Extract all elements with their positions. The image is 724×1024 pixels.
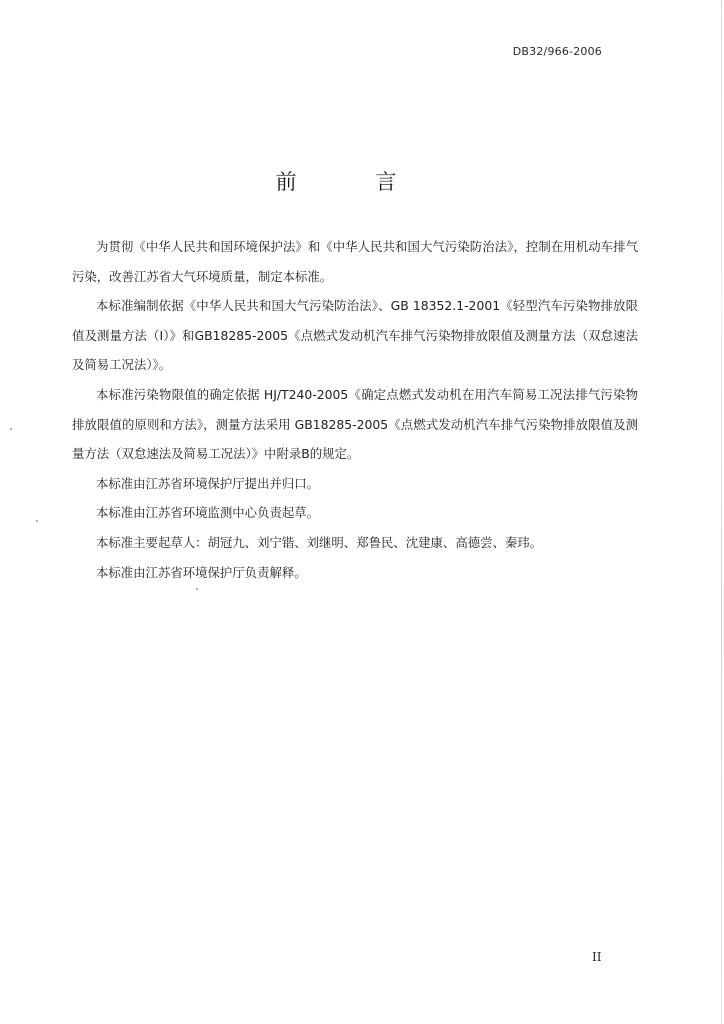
scan-speck	[10, 428, 12, 430]
paragraph-drafter: 本标准由江苏省环境监测中心负责起草。	[96, 505, 320, 521]
standard-code: DB32/966-2006	[512, 45, 602, 58]
paragraph-authors: 本标准主要起草人：胡冠九、刘宁锴、刘继明、郑鲁民、沈建康、高德尝、秦玮。	[96, 534, 543, 550]
foreword-body	[72, 232, 638, 587]
scan-edge	[721, 0, 722, 1024]
paragraph-proposer: 本标准由江苏省环境保护厅提出并归口。	[96, 475, 320, 491]
paragraph-interpretation: 本标准由江苏省环境保护厅负责解释。	[96, 564, 307, 580]
page-number: II	[592, 950, 602, 964]
paragraph-basis: 本标准编制依据《中华人民共和国大气污染防治法》、GB 18352.1-2001《轻型汽车污染物排放限值及测量方法（Ⅰ）》和GB18285-2005《点燃式发动机汽车排气污染物排放限值及测量方法（双怠速法及简易工况法）》。	[72, 298, 638, 373]
paragraph-limits-method: 本标准污染物限值的确定依据 HJ/T240-2005《确定点燃式发动机在用汽车简易工况法排气污染物排放限值的原则和方法》，测量方法采用 GB18285-2005《点燃式发动机汽车排气污染物排放限值及测量方法（双怠速法及简易工况法）》中附录B的规定。	[72, 386, 638, 462]
paragraph-purpose: 为贯彻《中华人民共和国环境保护法》和《中华人民共和国大气污染防治法》，控制在用机动车排气污染，改善江苏省大气环境质量，制定本标准。	[72, 239, 638, 284]
scan-speck	[196, 588, 198, 590]
scan-speck	[36, 520, 38, 522]
page-title: 前 言	[275, 170, 433, 194]
